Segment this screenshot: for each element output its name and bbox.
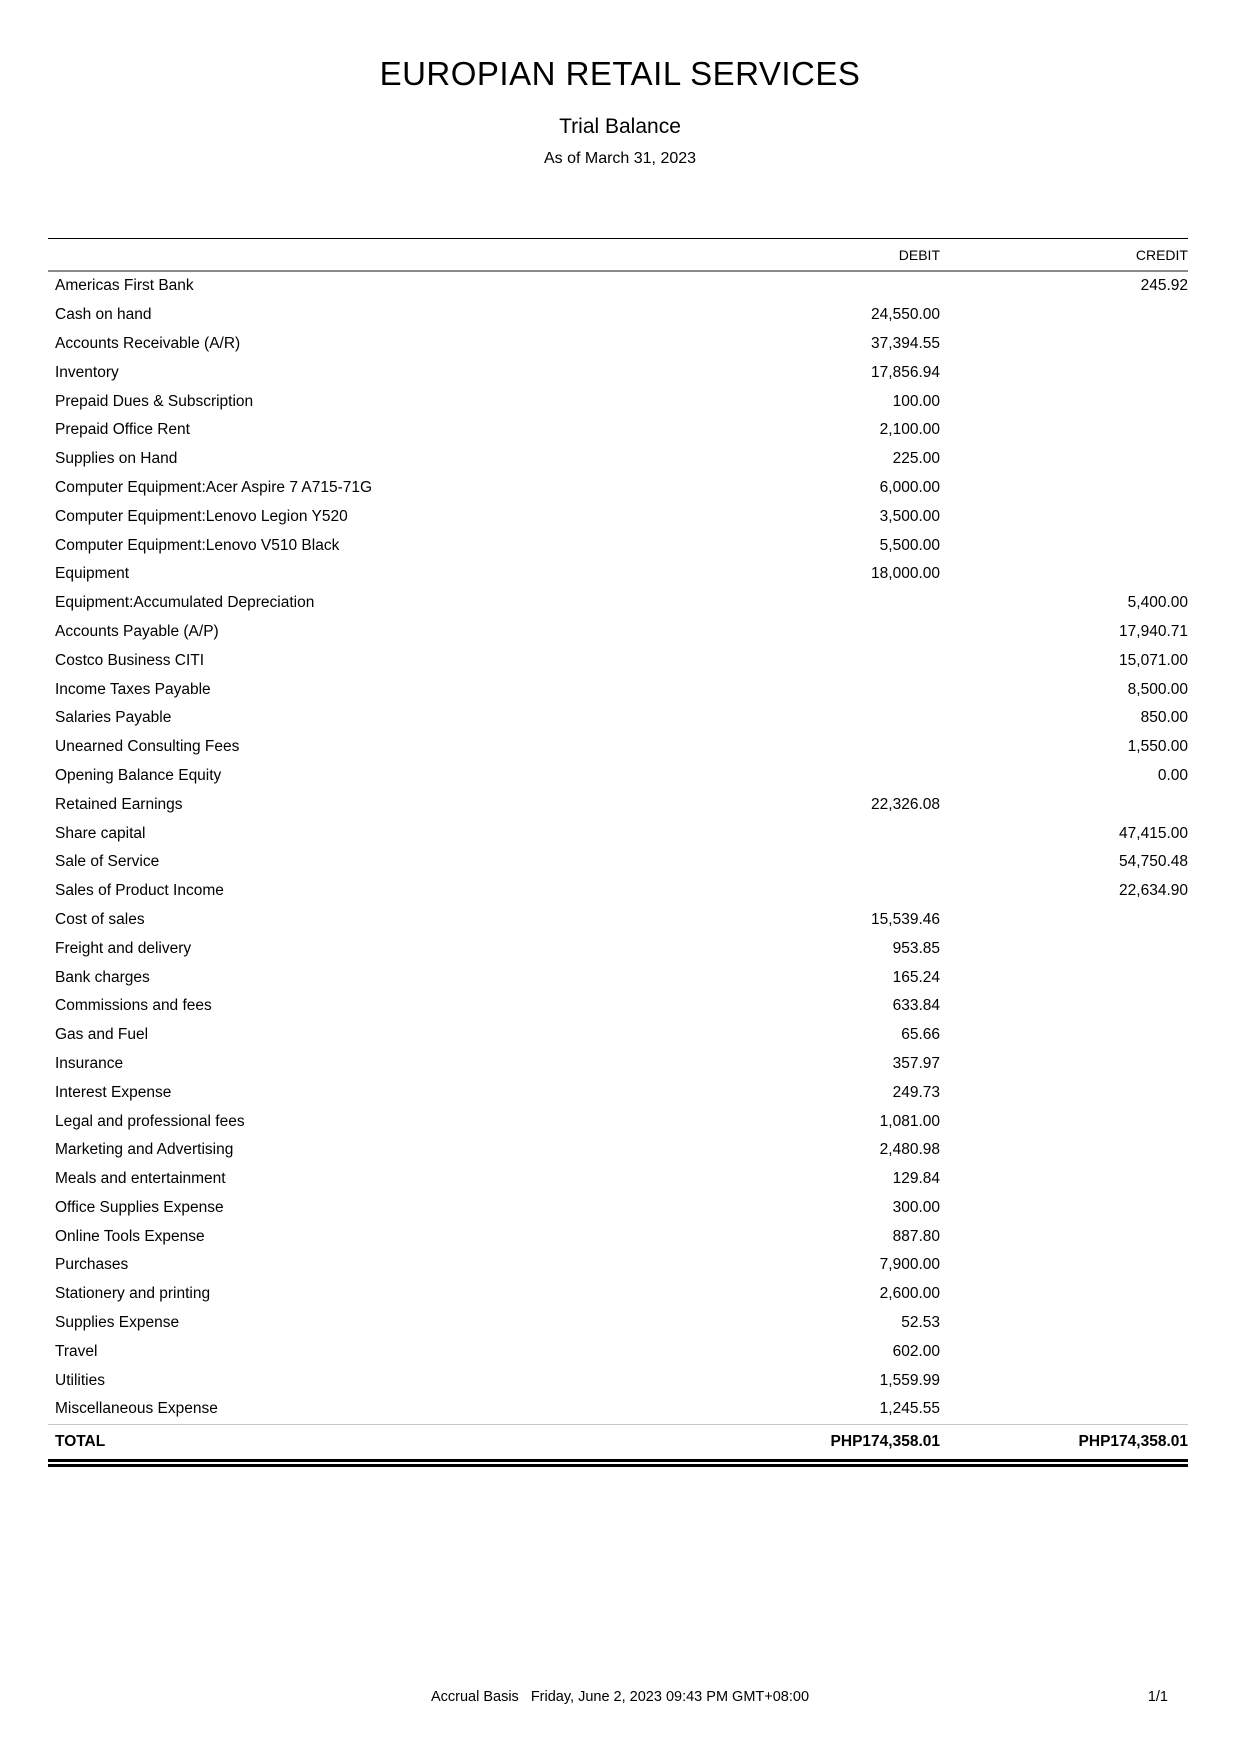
table-row (48, 387, 1188, 416)
table-row (48, 819, 1188, 848)
table-header-row (48, 239, 1188, 272)
table-row (48, 531, 1188, 560)
account-name: Gas and Fuel (55, 1026, 149, 1044)
account-name: Costco Business CITI (55, 651, 205, 669)
table-row (48, 992, 1188, 1021)
account-name: Miscellaneous Expense (55, 1400, 218, 1418)
credit-amount: 54,750.48 (1119, 853, 1188, 871)
debit-amount: 2,600.00 (879, 1285, 940, 1303)
account-name: Sale of Service (55, 853, 160, 871)
table-row (48, 1337, 1188, 1366)
account-name: Meals and entertainment (55, 1170, 226, 1188)
account-name: Supplies on Hand (55, 450, 178, 468)
account-name: Marketing and Advertising (55, 1141, 234, 1159)
account-name: Interest Expense (55, 1083, 172, 1101)
debit-amount: 15,539.46 (871, 910, 940, 928)
table-row (48, 704, 1188, 733)
credit-amount: 8,500.00 (1127, 680, 1188, 698)
debit-amount: 65.66 (901, 1026, 940, 1044)
trial-balance-table (48, 238, 1188, 1467)
debit-amount: 953.85 (892, 939, 940, 957)
account-name: Sales of Product Income (55, 882, 224, 900)
debit-column-header: DEBIT (898, 246, 940, 263)
table-row (48, 474, 1188, 503)
account-name: Office Supplies Expense (55, 1198, 224, 1216)
credit-amount: 22,634.90 (1119, 882, 1188, 900)
debit-amount: 129.84 (892, 1170, 940, 1188)
table-row (48, 877, 1188, 906)
debit-amount: 100.00 (892, 392, 940, 410)
report-header (0, 0, 1240, 167)
total-label: TOTAL (55, 1432, 106, 1450)
table-row (48, 762, 1188, 791)
debit-amount: 887.80 (892, 1227, 940, 1245)
table-row (48, 1107, 1188, 1136)
account-name: Supplies Expense (55, 1314, 180, 1332)
table-row (48, 1251, 1188, 1280)
accounting-basis: Accrual Basis (430, 1689, 519, 1705)
debit-amount: 225.00 (892, 450, 940, 468)
report-timestamp: Friday, June 2, 2023 09:43 PM GMT+08:00 (530, 1689, 810, 1705)
account-name: Freight and delivery (55, 939, 192, 957)
table-row (48, 733, 1188, 762)
debit-amount: 17,856.94 (871, 363, 940, 381)
table-row (48, 502, 1188, 531)
debit-amount: 6,000.00 (879, 478, 940, 496)
account-name: Unearned Consulting Fees (55, 738, 240, 756)
account-name: Income Taxes Payable (55, 680, 211, 698)
total-credit-amount: PHP174,358.01 (1078, 1432, 1188, 1450)
account-name: Retained Earnings (55, 795, 183, 813)
account-name: Bank charges (55, 968, 150, 986)
debit-amount: 357.97 (892, 1054, 940, 1072)
table-row (48, 906, 1188, 935)
debit-amount: 7,900.00 (879, 1256, 940, 1274)
account-name: Cost of sales (55, 910, 145, 928)
table-row (48, 790, 1188, 819)
table-row (48, 1222, 1188, 1251)
account-name: Prepaid Office Rent (55, 421, 190, 439)
table-row (48, 1280, 1188, 1309)
credit-amount: 245.92 (1140, 277, 1188, 295)
account-name: Accounts Payable (A/P) (55, 622, 219, 640)
table-row (48, 1366, 1188, 1395)
debit-amount: 2,480.98 (879, 1141, 940, 1159)
debit-amount: 249.73 (892, 1083, 940, 1101)
debit-amount: 633.84 (892, 997, 940, 1015)
account-name: Computer Equipment:Acer Aspire 7 A715-71G (55, 478, 373, 496)
debit-amount: 18,000.00 (871, 565, 940, 583)
table-row (48, 589, 1188, 618)
account-name: Computer Equipment:Lenovo Legion Y520 (55, 507, 348, 525)
account-name: Purchases (55, 1256, 129, 1274)
account-name: Americas First Bank (55, 277, 194, 295)
account-name: Accounts Receivable (A/R) (55, 334, 241, 352)
account-name: Inventory (55, 363, 119, 381)
account-name: Equipment (55, 565, 130, 583)
account-name: Salaries Payable (55, 709, 172, 727)
account-name: Commissions and fees (55, 997, 212, 1015)
table-row (48, 618, 1188, 647)
account-name: Share capital (55, 824, 146, 842)
credit-amount: 15,071.00 (1119, 651, 1188, 669)
table-row (48, 330, 1188, 359)
table-row (48, 675, 1188, 704)
credit-column-header: CREDIT (1135, 246, 1188, 263)
table-row (48, 848, 1188, 877)
table-row (48, 1395, 1188, 1424)
debit-amount: 602.00 (892, 1342, 940, 1360)
debit-amount: 2,100.00 (879, 421, 940, 439)
debit-amount: 1,245.55 (879, 1400, 940, 1418)
table-row (48, 1309, 1188, 1338)
account-name: Online Tools Expense (55, 1227, 205, 1245)
report-title: Trial Balance (559, 115, 681, 138)
page-number: 1/1 (1147, 1689, 1168, 1705)
debit-amount: 1,081.00 (879, 1112, 940, 1130)
table-row (48, 358, 1188, 387)
table-row (48, 445, 1188, 474)
table-row (48, 934, 1188, 963)
table-row (48, 1050, 1188, 1079)
table-row (48, 1194, 1188, 1223)
account-name: Opening Balance Equity (55, 766, 222, 784)
debit-amount: 22,326.08 (871, 795, 940, 813)
table-row (48, 301, 1188, 330)
table-row (48, 1165, 1188, 1194)
table-row (48, 560, 1188, 589)
total-row (48, 1424, 1188, 1467)
debit-amount: 3,500.00 (879, 507, 940, 525)
company-name: EUROPIAN RETAIL SERVICES (379, 55, 861, 92)
total-debit-amount: PHP174,358.01 (830, 1432, 940, 1450)
table-row (48, 646, 1188, 675)
credit-amount: 0.00 (1157, 766, 1188, 784)
report-footer (0, 1689, 1240, 1705)
credit-amount: 47,415.00 (1119, 824, 1188, 842)
credit-amount: 850.00 (1140, 709, 1188, 727)
account-name: Prepaid Dues & Subscription (55, 392, 254, 410)
debit-amount: 5,500.00 (879, 536, 940, 554)
debit-amount: 165.24 (892, 968, 940, 986)
account-name: Stationery and printing (55, 1285, 211, 1303)
debit-amount: 37,394.55 (871, 334, 940, 352)
table-row (48, 1078, 1188, 1107)
table-body (48, 272, 1188, 1424)
debit-amount: 24,550.00 (871, 306, 940, 324)
account-name: Legal and professional fees (55, 1112, 245, 1130)
table-row (48, 1021, 1188, 1050)
debit-amount: 300.00 (892, 1198, 940, 1216)
table-row (48, 416, 1188, 445)
account-name: Insurance (55, 1054, 124, 1072)
credit-amount: 5,400.00 (1127, 594, 1188, 612)
debit-amount: 1,559.99 (879, 1371, 940, 1389)
account-name: Utilities (55, 1371, 105, 1389)
report-date: As of March 31, 2023 (543, 150, 697, 167)
debit-amount: 52.53 (901, 1314, 940, 1332)
table-row (48, 272, 1188, 301)
table-row (48, 963, 1188, 992)
credit-amount: 1,550.00 (1127, 738, 1188, 756)
account-name: Computer Equipment:Lenovo V510 Black (55, 536, 340, 554)
account-name: Cash on hand (55, 306, 152, 324)
credit-amount: 17,940.71 (1119, 622, 1188, 640)
account-name: Travel (55, 1342, 98, 1360)
account-name: Equipment:Accumulated Depreciation (55, 594, 315, 612)
table-row (48, 1136, 1188, 1165)
